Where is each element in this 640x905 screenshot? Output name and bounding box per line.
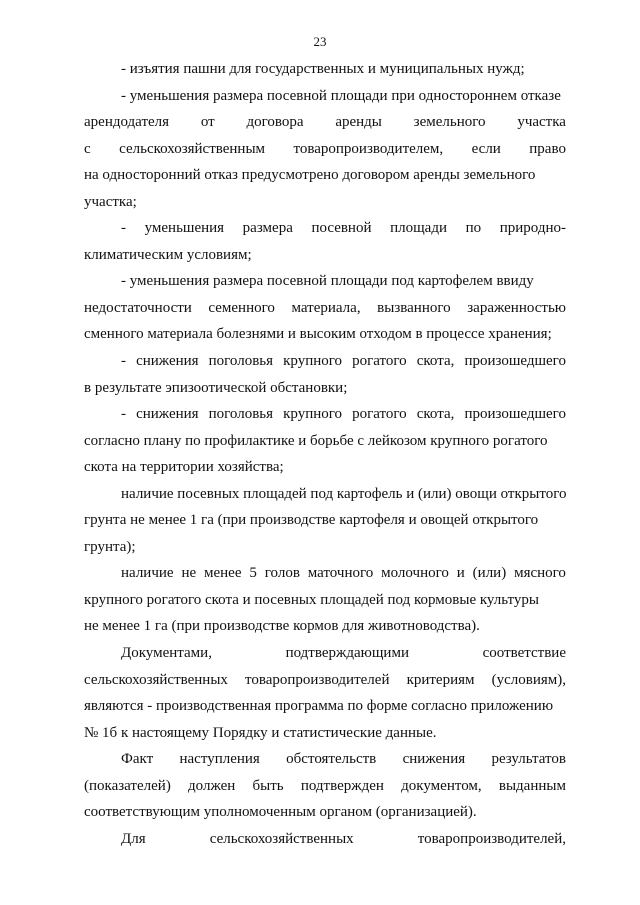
word: произошедшего	[464, 406, 566, 423]
document-body	[84, 56, 566, 852]
word: произошедшего	[464, 353, 566, 370]
text-line: согласно плану по профилактике и борьбе с лейкозом крупного рогатого	[84, 432, 548, 449]
word: участка	[517, 114, 566, 131]
word: снижения	[136, 406, 199, 423]
word: товаропроизводителем,	[293, 140, 444, 157]
word: быть	[252, 777, 284, 794]
text-line: соответствующим уполномоченным органом (организацией).	[84, 804, 477, 821]
word: размера	[242, 220, 293, 237]
word: -	[121, 220, 126, 237]
page-number: 23	[313, 34, 327, 49]
word: -	[121, 353, 126, 370]
word: критериям	[406, 671, 475, 688]
text-line: на односторонний отказ предусмотрено договором аренды земельного	[84, 167, 536, 184]
text-line: климатическим условиям;	[84, 246, 252, 263]
text-line	[84, 667, 566, 694]
word: поголовья	[208, 353, 274, 370]
word: Документами,	[121, 645, 212, 662]
text-line: - уменьшения размера посевной площади под картофелем ввиду	[121, 273, 534, 290]
word: товаропроизводителей,	[417, 830, 566, 847]
text-line	[84, 401, 566, 428]
word: снижения	[136, 353, 199, 370]
word: подтверждающими	[285, 645, 409, 662]
word: семенного	[208, 299, 275, 316]
word: по	[465, 220, 482, 237]
word: (условиям),	[491, 671, 566, 688]
text-line	[84, 215, 566, 242]
word: не	[181, 565, 197, 582]
word: мясного	[514, 565, 566, 582]
text-line	[84, 109, 566, 136]
word: должен	[188, 777, 236, 794]
word: скота,	[416, 353, 455, 370]
word: рогатого	[352, 406, 407, 423]
text-line	[84, 746, 566, 773]
word: документом,	[401, 777, 482, 794]
text-line: грунта);	[84, 538, 136, 555]
text-line	[84, 560, 566, 587]
text-line: являются - производственная программа по форме согласно приложению	[84, 698, 554, 715]
word: сельскохозяйственных	[209, 830, 354, 847]
word: сельскохозяйственных	[84, 671, 228, 688]
word: уменьшения	[144, 220, 225, 237]
word: обстоятельств	[286, 751, 377, 768]
word: (или)	[472, 565, 507, 582]
text-line: в результате эпизоотической обстановки;	[84, 379, 348, 396]
word: сельскохозяйственным	[119, 140, 266, 157]
word: товаропроизводителей	[245, 671, 390, 688]
word: крупного	[283, 353, 343, 370]
word: арендодателя	[84, 114, 170, 131]
word: 5	[249, 565, 257, 582]
word: снижения	[402, 751, 466, 768]
word: и	[456, 565, 465, 582]
word: посевной	[311, 220, 372, 237]
text-line: грунта не менее 1 га (при производстве картофеля и овощей открытого	[84, 512, 539, 529]
word: наличие	[121, 565, 174, 582]
text-line	[84, 295, 566, 322]
word: с	[84, 140, 91, 157]
text-line	[84, 826, 566, 853]
word: от	[200, 114, 215, 131]
word: недостаточности	[84, 299, 192, 316]
word: природно-	[499, 220, 566, 237]
word: площади	[390, 220, 447, 237]
text-line: - уменьшения размера посевной площади при одностороннем отказе	[121, 87, 561, 104]
text-line: крупного рогатого скота и посевных площадей под кормовые культуры	[84, 591, 539, 608]
word: Для	[121, 830, 146, 847]
word: выданным	[498, 777, 566, 794]
word: соответствие	[482, 645, 566, 662]
word: подтвержден	[300, 777, 384, 794]
word: -	[121, 406, 126, 423]
text-line: не менее 1 га (при производстве кормов для животноводства).	[84, 618, 480, 635]
word: скота,	[416, 406, 455, 423]
text-line: сменного материала болезнями и высоким отходом в процессе хранения;	[84, 326, 552, 343]
text-line	[84, 773, 566, 800]
text-line: - изъятия пашни для государственных и муниципальных нужд;	[121, 61, 525, 77]
word: рогатого	[352, 353, 407, 370]
word: аренды	[335, 114, 382, 131]
word: земельного	[413, 114, 486, 131]
word: крупного	[283, 406, 343, 423]
word: право	[529, 140, 566, 157]
text-line: наличие посевных площадей под картофель и (или) овощи открытого	[121, 485, 567, 502]
text-line: скота на территории хозяйства;	[84, 459, 284, 476]
word: менее	[204, 565, 242, 582]
word: если	[471, 140, 501, 157]
word: зараженностью	[467, 299, 566, 316]
word: материала,	[291, 299, 361, 316]
word: наступления	[179, 751, 260, 768]
text-line	[84, 640, 566, 667]
word: голов	[264, 565, 300, 582]
text-line	[84, 348, 566, 375]
word: (показателей)	[84, 777, 171, 794]
word: молочного	[381, 565, 449, 582]
word: вызванного	[377, 299, 451, 316]
text-line: № 1б к настоящему Порядку и статистические данные.	[84, 724, 437, 741]
word: договора	[246, 114, 304, 131]
word: Факт	[121, 751, 154, 768]
word: маточного	[307, 565, 374, 582]
word: поголовья	[208, 406, 274, 423]
word: результатов	[491, 751, 566, 768]
text-line	[84, 136, 566, 163]
text-line: участка;	[84, 193, 137, 210]
